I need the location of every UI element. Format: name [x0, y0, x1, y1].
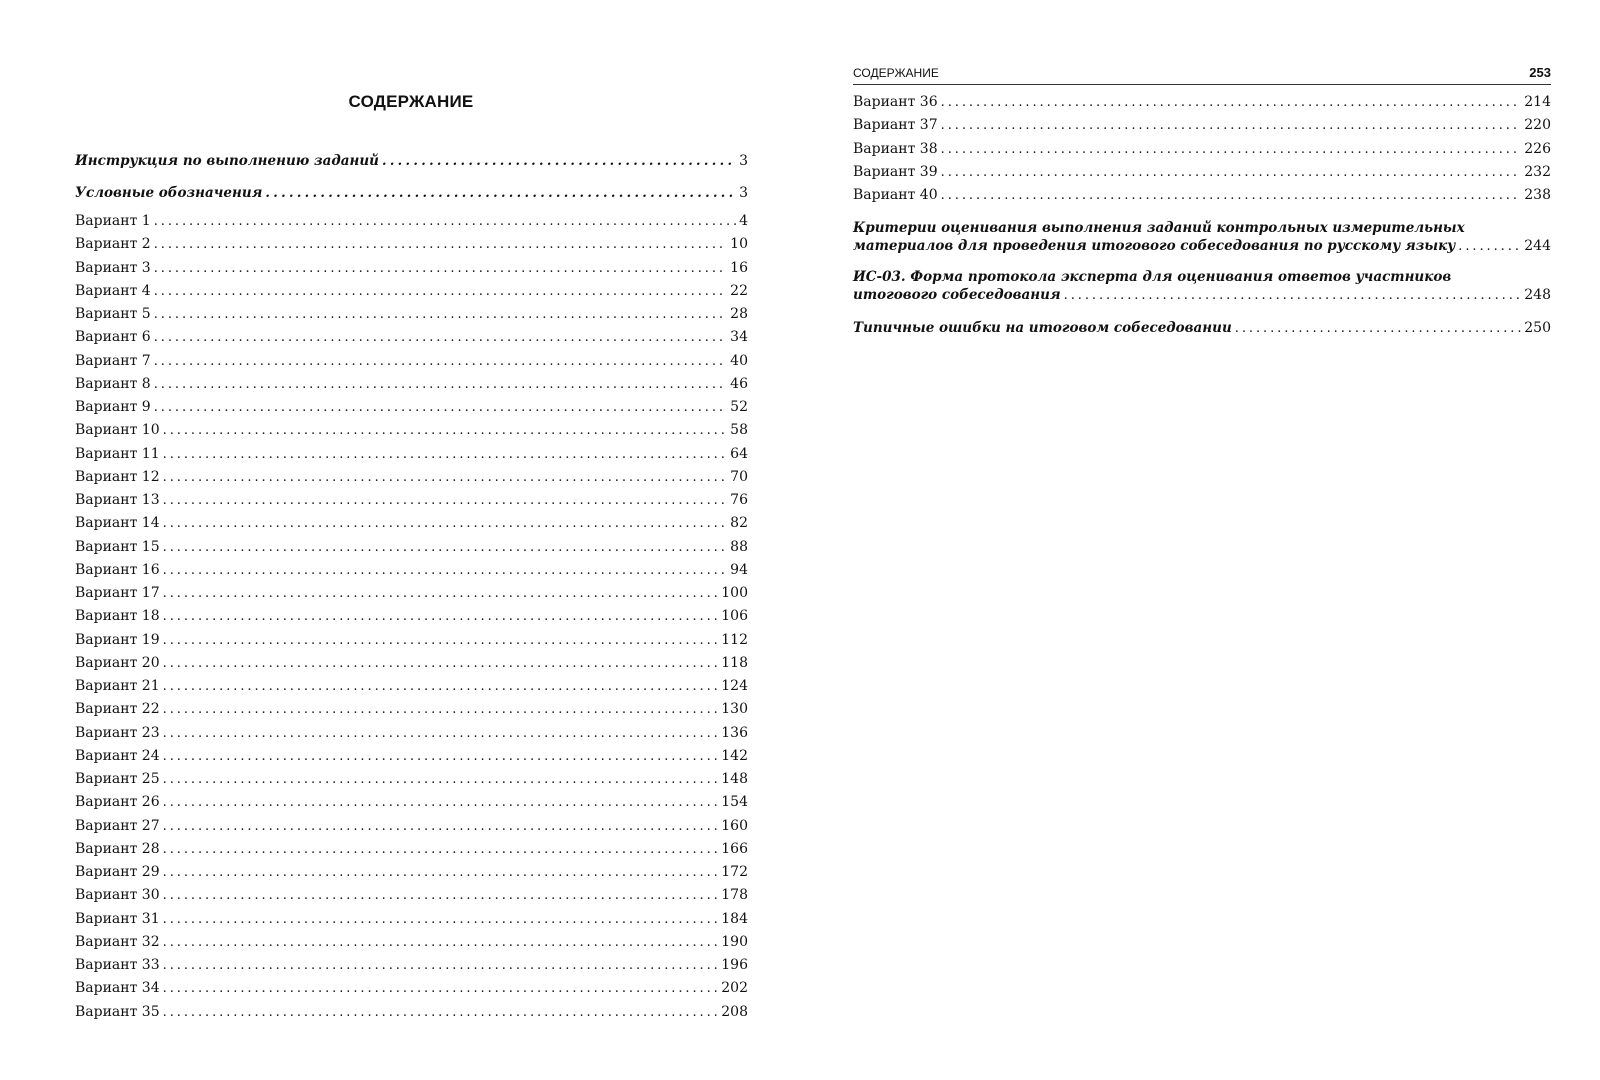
dot-leader: [163, 838, 719, 861]
toc-entry-protocol[interactable]: [853, 268, 1551, 305]
dot-leader: [163, 931, 719, 954]
toc-entry-label: Вариант 28: [75, 840, 160, 857]
dot-leader: [163, 512, 728, 535]
toc-entry-page: 166: [721, 840, 748, 857]
toc-entry-page: 148: [721, 771, 748, 787]
toc-entry-page: 160: [721, 817, 748, 834]
toc-entry-criteria[interactable]: [853, 219, 1551, 256]
toc-entry-variant[interactable]: [853, 184, 1551, 207]
dot-leader: [382, 150, 736, 173]
dot-leader: [163, 977, 719, 1000]
toc-entry-symbols[interactable]: [75, 182, 748, 205]
toc-entry-page: 112: [721, 631, 748, 648]
dot-leader: [163, 954, 719, 977]
dot-leader: [154, 396, 727, 419]
toc-entry-page: 40: [730, 352, 748, 369]
toc-entry-variant[interactable]: [75, 652, 748, 675]
toc-entry-variant[interactable]: [75, 373, 748, 396]
toc-entry-variant[interactable]: [853, 161, 1551, 184]
dot-leader: [163, 1001, 719, 1024]
toc-entry-label: Вариант 11: [75, 445, 160, 462]
toc-entry-variant[interactable]: [75, 675, 748, 698]
toc-entry-label: Вариант 12: [75, 468, 160, 485]
toc-entry-page: 76: [730, 492, 748, 508]
toc-entry-label: Вариант 8: [75, 375, 151, 392]
dot-leader: [154, 303, 727, 326]
toc-entry-label: Вариант 5: [75, 306, 151, 322]
toc-entry-page: 178: [721, 887, 748, 904]
toc-entry-variant[interactable]: [75, 536, 748, 559]
page-number: 253: [1529, 65, 1551, 80]
toc-entry-label: Вариант 13: [75, 492, 160, 508]
toc-entry-variant[interactable]: [75, 303, 748, 326]
dot-leader: [154, 326, 727, 349]
toc-entry-page: 232: [1524, 163, 1551, 180]
dot-leader: [163, 536, 728, 559]
toc-entry-label: Вариант 26: [75, 794, 160, 811]
dot-leader: [163, 419, 728, 442]
toc-entry-page: 88: [730, 538, 748, 555]
toc-entry-typical-errors[interactable]: [853, 319, 1551, 338]
toc-entry-variant[interactable]: [75, 233, 748, 256]
dot-leader: [941, 184, 1522, 207]
dot-leader: [154, 257, 727, 280]
dot-leader: [941, 161, 1522, 184]
toc-entry-page: 28: [730, 306, 748, 322]
toc-entry-label: Вариант 40: [853, 187, 938, 203]
toc-entry-variant[interactable]: [75, 582, 748, 605]
toc-entry-last-line: [853, 286, 1551, 305]
toc-entry-label: Вариант 32: [75, 933, 160, 950]
toc-entry-page: 118: [721, 654, 748, 671]
toc-entry-variant[interactable]: [75, 326, 748, 349]
toc-entry-variant[interactable]: [75, 908, 748, 931]
toc-entry-variant[interactable]: [75, 396, 748, 419]
dot-leader: [1064, 286, 1522, 305]
dot-leader: [154, 280, 727, 303]
toc-entry-page: 172: [721, 864, 748, 880]
toc-entry-page: 106: [721, 608, 748, 625]
toc-entry-label: Вариант 6: [75, 329, 151, 346]
toc-entry-page: 52: [730, 399, 748, 415]
toc-entry-page: 64: [730, 445, 748, 462]
toc-entry-label: Вариант 3: [75, 259, 151, 276]
dot-leader: [163, 698, 719, 721]
running-header: [853, 62, 1551, 85]
toc-entry-page: 250: [1524, 320, 1551, 337]
toc-entry-page: 190: [721, 933, 748, 950]
toc-entry-label: Вариант 30: [75, 887, 160, 904]
toc-entry-label: Вариант 7: [75, 352, 151, 369]
toc-entry-label: Вариант 20: [75, 654, 160, 671]
toc-entry-label: Вариант 25: [75, 771, 160, 787]
toc-entry-page: 220: [1524, 117, 1551, 134]
toc-entry-variant[interactable]: [75, 559, 748, 582]
toc-entry-variant[interactable]: [853, 138, 1551, 161]
toc-entry-variant[interactable]: [75, 443, 748, 466]
dot-leader: [163, 629, 719, 652]
toc-entry-page: 208: [721, 1003, 748, 1020]
toc-entry-label: Вариант 24: [75, 747, 160, 764]
toc-entry-page: 94: [730, 561, 748, 578]
toc-entry-label: Вариант 35: [75, 1003, 160, 1020]
toc-entry-label: Вариант 36: [853, 94, 938, 110]
dot-leader: [154, 210, 736, 233]
toc-entry-label: Вариант 4: [75, 282, 151, 299]
dot-leader: [163, 489, 728, 512]
toc-entry-label: Типичные ошибки на итоговом собеседовании: [853, 320, 1232, 337]
toc-entry-page: 22: [730, 282, 748, 299]
dot-leader: [163, 768, 719, 791]
dot-leader: [1235, 319, 1522, 338]
toc-entry-variant[interactable]: [75, 884, 748, 907]
dot-leader: [941, 138, 1522, 161]
toc-entry-page: 154: [721, 794, 748, 811]
toc-entry-variant[interactable]: [75, 698, 748, 721]
toc-entry-variant[interactable]: [75, 466, 748, 489]
toc-entry-variant[interactable]: [75, 280, 748, 303]
toc-entry-label: Вариант 14: [75, 515, 160, 532]
toc-entry-page: 184: [721, 910, 748, 927]
toc-special-section: [75, 150, 748, 206]
dot-leader: [154, 233, 727, 256]
toc-entry-page: 214: [1524, 94, 1551, 110]
toc-entry-label: Вариант 18: [75, 608, 160, 625]
toc-entry-label: Вариант 38: [853, 140, 938, 157]
dot-leader: [163, 652, 719, 675]
toc-entry-page: 136: [721, 724, 748, 741]
dot-leader: [163, 884, 719, 907]
toc-entry-label: Вариант 31: [75, 910, 160, 927]
toc-entry-variant[interactable]: [853, 91, 1551, 114]
dot-leader: [941, 114, 1522, 137]
toc-entry-page: 58: [730, 422, 748, 439]
toc-entry-page: 10: [730, 236, 748, 253]
toc-entry-instructions[interactable]: [75, 150, 748, 173]
dot-leader: [163, 466, 728, 489]
running-header-title: СОДЕРЖАНИЕ: [853, 66, 939, 80]
toc-entry-variant[interactable]: [75, 768, 748, 791]
dot-leader: [163, 791, 719, 814]
dot-leader: [163, 443, 728, 466]
dot-leader: [154, 350, 727, 373]
toc-entry-page: 196: [721, 957, 748, 973]
toc-entry-label-line: материалов для проведения итогового собеседования по русскому языку: [853, 238, 1456, 255]
toc-entry-label-line: итогового собеседования: [853, 287, 1061, 304]
toc-entry-label: Вариант 9: [75, 399, 151, 415]
dot-leader: [163, 815, 719, 838]
toc-entry-variant[interactable]: [75, 210, 748, 233]
toc-entry-last-line: [853, 319, 1551, 338]
page-title: СОДЕРЖАНИЕ: [348, 92, 474, 111]
toc-right-list: [853, 91, 1551, 338]
spacer: [75, 173, 748, 182]
toc-entry-label: Вариант 2: [75, 236, 151, 253]
toc-entry-variant[interactable]: [75, 257, 748, 280]
toc-entry-page: 70: [730, 468, 748, 485]
dot-leader: [941, 91, 1522, 114]
toc-entry-label: Вариант 33: [75, 957, 160, 973]
toc-entry-label: Вариант 1: [75, 213, 151, 229]
toc-entry-variant[interactable]: [75, 954, 748, 977]
right-page: [800, 0, 1600, 1080]
toc-entry-label: Вариант 39: [853, 163, 938, 180]
toc-entry-page: 46: [730, 375, 748, 392]
toc-entry-page: 124: [721, 678, 748, 694]
toc-entry-variant[interactable]: [75, 815, 748, 838]
toc-entry-label: Вариант 27: [75, 817, 160, 834]
toc-entry-page: 34: [730, 329, 748, 346]
toc-entry-page: 142: [721, 747, 748, 764]
toc-entry-label: Вариант 17: [75, 585, 160, 601]
dot-leader: [1458, 237, 1521, 256]
toc-entry-label: Вариант 15: [75, 538, 160, 555]
toc-variants-list: [75, 210, 748, 1024]
toc-entry-variant[interactable]: [75, 745, 748, 768]
toc-entry-page: 244: [1524, 238, 1551, 255]
toc-entry-variant[interactable]: [75, 605, 748, 628]
toc-entry-label: Вариант 29: [75, 864, 160, 880]
toc-entry-variant[interactable]: [75, 791, 748, 814]
toc-entry-label: Инструкция по выполнению заданий: [75, 153, 379, 169]
toc-entry-variant[interactable]: [75, 350, 748, 373]
toc-entry-variant[interactable]: [75, 419, 748, 442]
toc-entry-variant[interactable]: [75, 838, 748, 861]
toc-entry-page: 238: [1524, 187, 1551, 203]
toc-entry-variant[interactable]: [853, 114, 1551, 137]
toc-entry-variant[interactable]: [75, 977, 748, 1000]
toc-entry-label: Вариант 10: [75, 422, 160, 439]
dot-leader: [163, 605, 719, 628]
toc-entry-label: Вариант 21: [75, 678, 160, 694]
toc-entry-page: 100: [721, 585, 748, 601]
toc-entry-label: Вариант 19: [75, 631, 160, 648]
dot-leader: [154, 373, 727, 396]
toc-entry-last-line: [853, 237, 1551, 256]
dot-leader: [163, 908, 719, 931]
toc-entry-label-line: ИС-03. Форма протокола эксперта для оценивания ответов участников: [853, 269, 1452, 286]
dot-leader: [163, 745, 719, 768]
toc-entry-page: 3: [739, 185, 748, 202]
toc-entry-variant[interactable]: [75, 861, 748, 884]
toc-entry-label: Вариант 37: [853, 117, 938, 134]
toc-entry-label: Вариант 16: [75, 561, 160, 578]
toc-entry-variant[interactable]: [75, 629, 748, 652]
toc-entry-label: Вариант 22: [75, 701, 160, 718]
dot-leader: [163, 559, 728, 582]
toc-entry-variant[interactable]: [75, 512, 748, 535]
toc-entry-page: 226: [1524, 140, 1551, 157]
toc-entry-variant[interactable]: [75, 489, 748, 512]
toc-entry-label-line: Критерии оценивания выполнения заданий контрольных измерительных: [853, 220, 1465, 237]
toc-entry-label: Вариант 34: [75, 980, 160, 997]
dot-leader: [163, 675, 719, 698]
toc-entry-variant[interactable]: [75, 722, 748, 745]
dot-leader: [265, 182, 736, 205]
toc-entry-page: 248: [1524, 287, 1551, 304]
toc-entry-page: 3: [739, 153, 748, 169]
toc-entry-variant[interactable]: [75, 931, 748, 954]
toc-entry-page: 82: [730, 515, 748, 532]
dot-leader: [163, 582, 719, 605]
toc-entry-label: Условные обозначения: [75, 185, 263, 202]
dot-leader: [163, 861, 719, 884]
toc-entry-page: 16: [730, 259, 748, 276]
toc-entry-variant[interactable]: [75, 1001, 748, 1024]
toc-variants-list: [853, 91, 1551, 207]
toc-entry-page: 130: [721, 701, 748, 718]
toc-entry-label: Вариант 23: [75, 724, 160, 741]
toc-entry-page: 4: [739, 213, 748, 229]
dot-leader: [163, 722, 719, 745]
toc-entry-page: 202: [721, 980, 748, 997]
